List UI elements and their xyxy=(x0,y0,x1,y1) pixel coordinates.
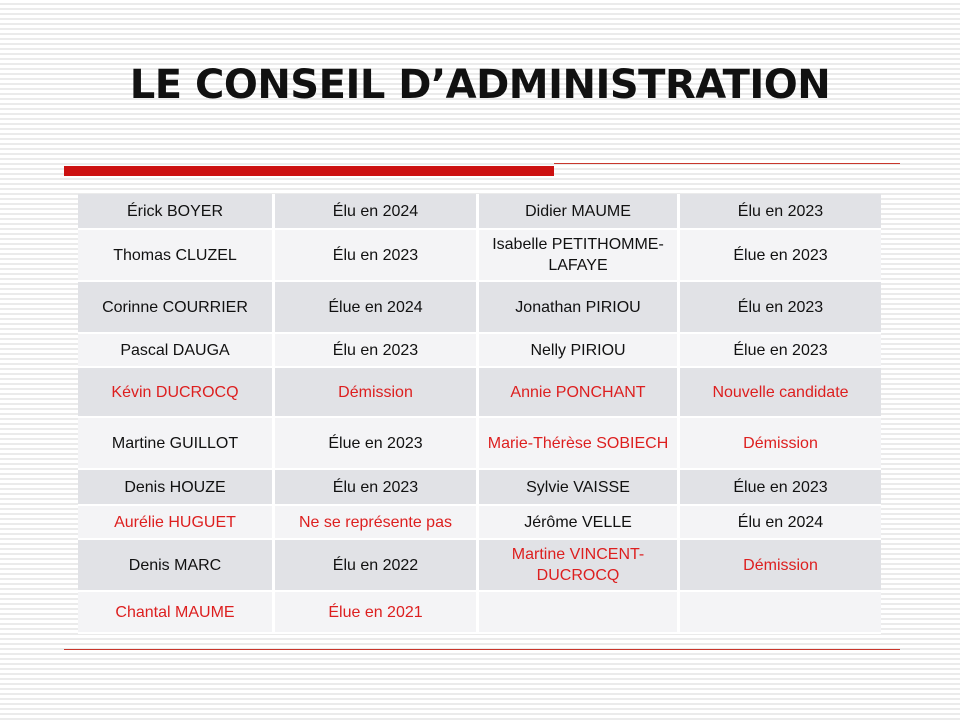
member-name: Sylvie VAISSE xyxy=(479,470,680,506)
member-name: Chantal MAUME xyxy=(78,592,275,634)
member-status: Élu en 2023 xyxy=(275,334,479,368)
member-status: Élu en 2023 xyxy=(680,194,881,230)
member-status: Élue en 2021 xyxy=(275,592,479,634)
member-name: Marie-Thérèse SOBIECH xyxy=(479,418,680,470)
member-name: Kévin DUCROCQ xyxy=(78,368,275,418)
title-accent-bar xyxy=(64,166,554,176)
member-status: Élue en 2023 xyxy=(680,230,881,282)
member-status: Élu en 2022 xyxy=(275,540,479,592)
table-row xyxy=(78,418,881,470)
member-name: Denis HOUZE xyxy=(78,470,275,506)
member-status: Élue en 2023 xyxy=(680,334,881,368)
member-status: Démission xyxy=(275,368,479,418)
member-status: Élue en 2023 xyxy=(680,470,881,506)
title-accent-line xyxy=(554,163,900,164)
footer-accent-line xyxy=(64,649,900,650)
member-status: Démission xyxy=(680,540,881,592)
member-status: Élue en 2023 xyxy=(275,418,479,470)
table-row xyxy=(78,506,881,540)
table-row xyxy=(78,230,881,282)
member-status: Élue en 2024 xyxy=(275,282,479,334)
member-name: Jérôme VELLE xyxy=(479,506,680,540)
member-status: Nouvelle candidate xyxy=(680,368,881,418)
table-row xyxy=(78,368,881,418)
table-row xyxy=(78,334,881,368)
member-name: Isabelle PETITHOMME-LAFAYE xyxy=(479,230,680,282)
member-name: Corinne COURRIER xyxy=(78,282,275,334)
member-name: Érick BOYER xyxy=(78,194,275,230)
page-title: LE CONSEIL D’ADMINISTRATION xyxy=(129,62,831,108)
member-status: Ne se représente pas xyxy=(275,506,479,540)
member-name: Denis MARC xyxy=(78,540,275,592)
member-name: Thomas CLUZEL xyxy=(78,230,275,282)
member-name: Annie PONCHANT xyxy=(479,368,680,418)
member-name: Pascal DAUGA xyxy=(78,334,275,368)
member-name: Nelly PIRIOU xyxy=(479,334,680,368)
member-name: Martine GUILLOT xyxy=(78,418,275,470)
table-row xyxy=(78,540,881,592)
member-status: Élu en 2023 xyxy=(680,282,881,334)
table-row xyxy=(78,282,881,334)
member-status: Élu en 2024 xyxy=(275,194,479,230)
member-status xyxy=(680,592,881,634)
table-row xyxy=(78,470,881,506)
member-name: Didier MAUME xyxy=(479,194,680,230)
member-status: Élu en 2024 xyxy=(680,506,881,540)
table-row xyxy=(78,194,881,230)
member-name: Martine VINCENT-DUCROCQ xyxy=(479,540,680,592)
member-status: Démission xyxy=(680,418,881,470)
member-name xyxy=(479,592,680,634)
board-members-table xyxy=(78,194,881,634)
table-row xyxy=(78,592,881,634)
member-status: Élu en 2023 xyxy=(275,230,479,282)
member-name: Jonathan PIRIOU xyxy=(479,282,680,334)
member-status: Élu en 2023 xyxy=(275,470,479,506)
member-name: Aurélie HUGUET xyxy=(78,506,275,540)
